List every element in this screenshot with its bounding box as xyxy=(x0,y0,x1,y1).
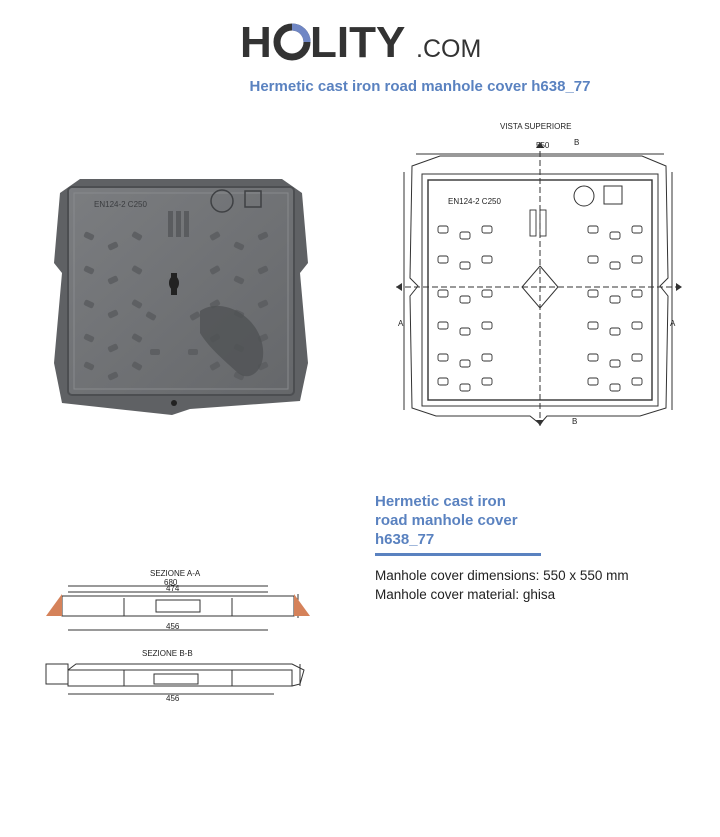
heading-divider xyxy=(375,553,541,556)
product-specs xyxy=(375,566,629,604)
logo-ring-icon xyxy=(277,27,307,57)
section-bb-caption: SEZIONE B-B xyxy=(142,649,193,658)
top-marker-b: B xyxy=(574,138,580,147)
page-title: Hermetic cast iron road manhole cover h638_77 xyxy=(249,78,591,95)
section-aa-dim-inner: 474 xyxy=(166,584,180,593)
product-heading-line: road manhole cover xyxy=(375,512,518,529)
section-bb-dim-bottom: 456 xyxy=(166,694,180,703)
section-drawings xyxy=(38,566,318,706)
section-aa-dim-bottom: 456 xyxy=(166,622,180,631)
manhole-cover-photo xyxy=(50,173,312,415)
section-aa-dim-outer: 680 xyxy=(164,578,178,587)
spec-dimensions: Manhole cover dimensions: 550 x 550 mm xyxy=(375,568,629,583)
plate-text: EN124-2 C250 xyxy=(94,200,147,209)
left-marker-a: A xyxy=(398,319,404,328)
drawing-plate-text: EN124-2 C250 xyxy=(448,197,501,206)
right-marker-a: A xyxy=(670,319,676,328)
logo-h: H xyxy=(240,18,272,64)
logo-domain: .COM xyxy=(416,35,482,63)
product-heading-line: h638_77 xyxy=(375,531,435,548)
section-aa-caption: SEZIONE A-A xyxy=(150,569,201,578)
holity-logo[interactable] xyxy=(240,18,490,64)
top-view-caption: VISTA SUPERIORE xyxy=(500,122,572,131)
product-heading-line: Hermetic cast iron xyxy=(375,493,506,510)
dimension-top: 550 xyxy=(536,141,550,150)
logo-lity: LITY xyxy=(310,18,406,64)
product-heading xyxy=(375,492,615,549)
top-view-drawing xyxy=(392,118,687,433)
bottom-marker-b: B xyxy=(572,417,578,426)
spec-material: Manhole cover material: ghisa xyxy=(375,587,556,602)
